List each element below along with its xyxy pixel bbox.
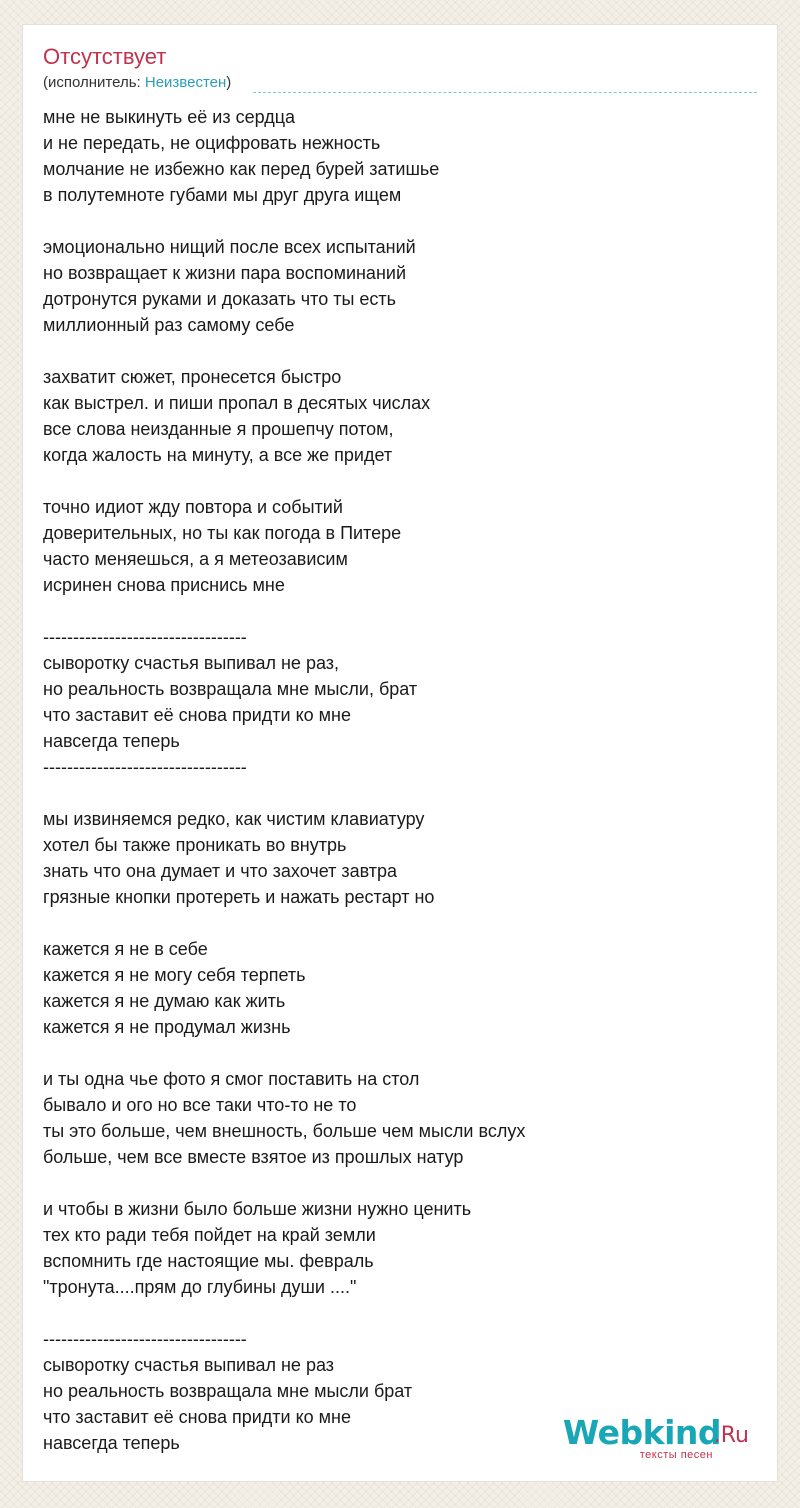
lyric-line: все слова неизданные я прошепчу потом, (43, 419, 394, 439)
lyric-line: и ты одна чье фото я смог поставить на стол (43, 1069, 420, 1089)
lyric-line: кажется я не могу себя терпеть (43, 965, 306, 985)
lyric-line: захватит сюжет, пронесется быстро (43, 367, 342, 387)
lyric-line: и не передать, не оцифровать нежность (43, 133, 381, 153)
artist-prefix: (исполнитель: (43, 74, 145, 91)
lyric-line: мне не выкинуть её из сердца (43, 107, 296, 127)
lyric-line: но реальность возвращала мне мысли брат (43, 1381, 413, 1401)
webkind-logo[interactable] (559, 1415, 749, 1459)
logo-tagline: тексты песен (639, 1449, 713, 1461)
lyric-line: кажется я не продумал жизнь (43, 1017, 291, 1037)
lyric-blank-line (43, 780, 759, 806)
lyric-line: что заставит её снова придти ко мне (43, 1407, 351, 1427)
artist-link[interactable]: Неизвестен (144, 74, 227, 91)
lyric-line: сыворотку счастья выпивал не раз, (43, 653, 340, 673)
lyric-blank-line (43, 1040, 759, 1066)
header-divider (253, 92, 757, 93)
lyric-line: когда жалость на минуту, а все же придет (43, 445, 393, 465)
lyric-line: что заставит её снова придти ко мне (43, 705, 351, 725)
lyrics-card (22, 24, 778, 1482)
lyric-line: хотел бы также проникать во внутрь (43, 835, 347, 855)
lyric-separator: ---------------------------------- (43, 627, 247, 647)
lyric-separator: ---------------------------------- (43, 1329, 247, 1349)
lyric-line: грязные кнопки протереть и нажать рестарт но (43, 887, 435, 907)
lyric-line: но возвращает к жизни пара воспоминаний (43, 263, 406, 283)
lyric-blank-line (43, 338, 759, 364)
song-title: Отсутствует (43, 44, 167, 69)
lyric-line: часто меняешься, а я метеозависим (43, 549, 348, 569)
lyric-line: и чтобы в жизни было больше жизни нужно ценить (43, 1199, 472, 1219)
logo-domain: .Ru (713, 1423, 749, 1448)
lyric-line: навсегда теперь (43, 1433, 180, 1453)
lyric-line: дотронутся руками и доказать что ты есть (43, 289, 397, 309)
lyric-line: больше, чем все вместе взятое из прошлых натур (43, 1147, 464, 1167)
lyric-line: вспомнить где настоящие мы. февраль (43, 1251, 374, 1271)
artist-line (43, 73, 231, 93)
lyric-line: знать что она думает и что захочет завтра (43, 861, 398, 881)
lyric-line: ты это больше, чем внешность, больше чем мысли вслух (43, 1121, 526, 1141)
lyric-line: навсегда теперь (43, 731, 180, 751)
lyric-blank-line (43, 1170, 759, 1196)
lyric-line: эмоционально нищий после всех испытаний (43, 237, 416, 257)
lyric-line: как выстрел. и пиши пропал в десятых числах (43, 393, 431, 413)
lyric-blank-line (43, 910, 759, 936)
lyrics-text (43, 104, 759, 1456)
lyric-line: точно идиот жду повтора и событий (43, 497, 343, 517)
lyric-line: доверительных, но ты как погода в Питере (43, 523, 402, 543)
lyric-line: молчание не избежно как перед бурей затишье (43, 159, 440, 179)
lyric-line: "тронута....прям до глубины души ...." (43, 1277, 357, 1297)
lyric-line: в полутемноте губами мы друг друга ищем (43, 185, 402, 205)
lyric-line: исринен снова приснись мне (43, 575, 285, 595)
lyric-line: сыворотку счастья выпивал не раз (43, 1355, 335, 1375)
lyric-line: кажется я не в себе (43, 939, 208, 959)
lyric-line: тех кто ради тебя пойдет на край земли (43, 1225, 376, 1245)
lyric-blank-line (43, 598, 759, 624)
lyric-blank-line (43, 468, 759, 494)
lyric-blank-line (43, 208, 759, 234)
lyric-line: миллионный раз самому себе (43, 315, 295, 335)
artist-suffix: ) (226, 74, 232, 91)
lyric-separator: ---------------------------------- (43, 757, 247, 777)
lyric-line: бывало и ого но все таки что-то не то (43, 1095, 357, 1115)
lyric-blank-line (43, 1300, 759, 1326)
lyric-line: но реальность возвращала мне мысли, брат (43, 679, 418, 699)
lyric-line: кажется я не думаю как жить (43, 991, 286, 1011)
logo-wordmark: Webkind (562, 1413, 721, 1452)
lyric-line: мы извиняемся редко, как чистим клавиатуру (43, 809, 425, 829)
